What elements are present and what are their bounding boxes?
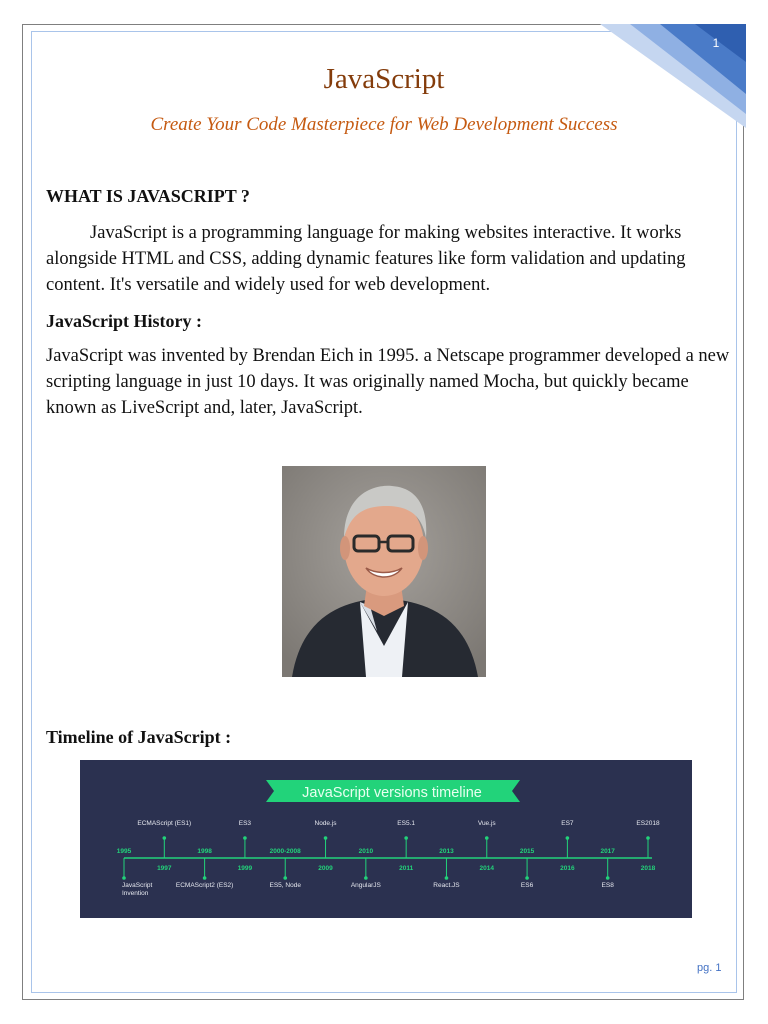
timeline-year: 2015 xyxy=(519,848,535,855)
section-heading-history: JavaScript History : xyxy=(46,311,202,331)
timeline-year: 2011 xyxy=(399,865,414,872)
timeline-label: JavaScript xyxy=(122,882,153,889)
timeline-dot xyxy=(485,836,489,840)
timeline-year: 2010 xyxy=(358,848,374,855)
timeline-label: ES7 xyxy=(561,820,574,827)
timeline-year: 2018 xyxy=(640,865,656,872)
timeline-dot xyxy=(163,836,167,840)
timeline-label: ES5, Node xyxy=(269,882,301,889)
document-title: JavaScript xyxy=(323,63,445,95)
timeline-dot xyxy=(606,876,610,880)
timeline-label: ES8 xyxy=(601,882,614,889)
timeline-label: Invention xyxy=(122,890,149,897)
timeline-dot xyxy=(404,836,408,840)
timeline-label: Node.js xyxy=(314,820,337,827)
timeline-year: 2013 xyxy=(439,848,454,855)
timeline-year: 1997 xyxy=(157,865,172,872)
timeline-label: React.JS xyxy=(433,882,460,889)
timeline-dot xyxy=(364,876,368,880)
timeline-year: 1999 xyxy=(237,865,253,872)
timeline-banner-text: JavaScript versions timeline xyxy=(302,785,482,801)
timeline-label: Vue.js xyxy=(477,820,496,827)
timeline-label: ES3 xyxy=(238,820,252,827)
page-footer-number: pg. 1 xyxy=(697,962,722,974)
timeline-year: 1998 xyxy=(197,848,212,855)
timeline-year: 2016 xyxy=(560,865,575,872)
section-body-what: JavaScript is a programming language for making websites interactive. It works alongside HTML and CSS, adding dynamic features like form validation and updating content. It's versatile and widely used for web development. xyxy=(46,223,686,295)
timeline-label: ES6 xyxy=(520,882,534,889)
timeline-label: AngularJS xyxy=(350,882,381,889)
timeline-dot xyxy=(646,836,650,840)
timeline-dot xyxy=(283,876,287,880)
page-number-badge: 1 xyxy=(712,36,720,50)
timeline-dot xyxy=(566,836,570,840)
section-heading-timeline: Timeline of JavaScript : xyxy=(46,727,232,747)
timeline-dot xyxy=(122,876,126,880)
timeline-label: ECMAScript (ES1) xyxy=(137,820,192,827)
timeline-year: 2009 xyxy=(318,865,333,872)
timeline-label: ES5.1 xyxy=(397,820,416,827)
timeline-dot xyxy=(243,836,247,840)
timeline-dot xyxy=(324,836,328,840)
timeline-dot xyxy=(445,876,449,880)
timeline-year: 2000-2008 xyxy=(269,848,301,855)
section-heading-what: WHAT IS JAVASCRIPT ? xyxy=(46,186,250,206)
portrait-photo xyxy=(282,466,486,677)
timeline-dot xyxy=(525,876,529,880)
document-subtitle: Create Your Code Masterpiece for Web Development Success xyxy=(150,114,618,135)
timeline-year: 1995 xyxy=(116,848,132,855)
timeline-year: 2017 xyxy=(600,848,615,855)
timeline-label: ES2018 xyxy=(636,820,660,827)
timeline-year: 2014 xyxy=(479,865,495,872)
timeline-image xyxy=(80,760,692,918)
timeline-dot xyxy=(203,876,207,880)
timeline-label: ECMAScript2 (ES2) xyxy=(175,882,234,889)
section-body-history: JavaScript was invented by Brendan Eich in 1995. a Netscape programmer developed a new scripting language in just 10 days. It was originally named Mocha, but quickly became known as LiveScript and, later, JavaScript. xyxy=(46,346,730,418)
